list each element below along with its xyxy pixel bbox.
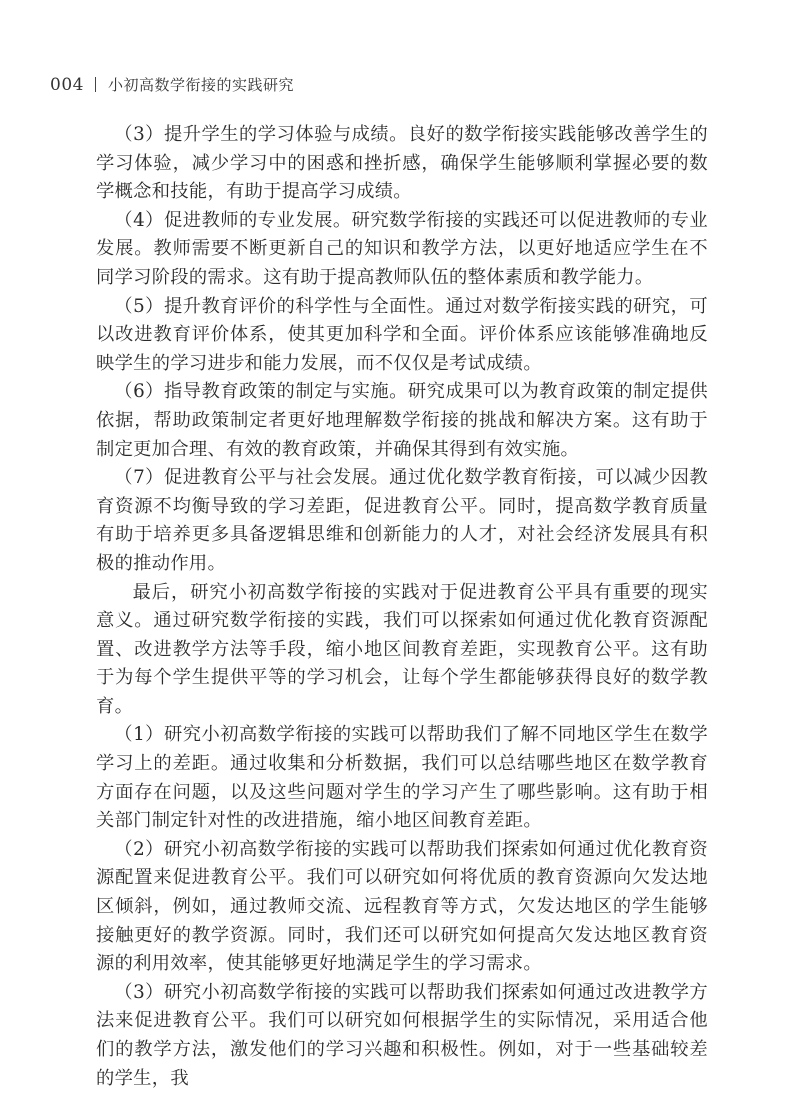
paragraph: （5）提升教育评价的科学性与全面性。通过对数学衔接实践的研究，可以改进教育评价体系，使其更加科学和全面。评价体系应该能够准确地反映学生的学习进步和能力发展，而不仅仅是考试成绩。 xyxy=(96,295,708,374)
paragraph: （6）指导教育政策的制定与实施。研究成果可以为教育政策的制定提供依据，帮助政策制定者更好地理解数学衔接的挑战和解决方案。这有助于制定更加合理、有效的教育政策，并确保其得到有效实施。 xyxy=(96,381,708,460)
paragraph: 最后，研究小初高数学衔接的实践对于促进教育公平具有重要的现实意义。通过研究数学衔接的实践，我们可以探索如何通过优化教育资源配置、改进教学方法等手段，缩小地区间教育差距，实现教育公平。这有助于为每个学生提供平等的学习机会，让每个学生都能够获得良好的数学教育。 xyxy=(96,581,708,717)
paragraph: （4）促进教师的专业发展。研究数学衔接的实践还可以促进教师的专业发展。教师需要不断更新自己的知识和教学方法，以更好地适应学生在不同学习阶段的需求。这有助于提高教师队伍的整体素质和教学能力。 xyxy=(96,209,708,288)
paragraph: （7）促进教育公平与社会发展。通过优化数学教育衔接，可以减少因教育资源不均衡导致的学习差距，促进教育公平。同时，提高数学教育质量有助于培养更多具备逻辑思维和创新能力的人才，对社会经济发展具有积极的推动作用。 xyxy=(96,467,708,574)
page-number: 004 xyxy=(50,74,84,95)
paragraph: （2）研究小初高数学衔接的实践可以帮助我们探索如何通过优化教育资源配置来促进教育公平。我们可以研究如何将优质的教育资源向欠发达地区倾斜，例如，通过教师交流、远程教育等方式，欠发达地区的学生能够接触更好的教学资源。同时，我们还可以研究如何提高欠发达地区教育资源的利用效率，使其能够更好地满足学生的学习需求。 xyxy=(96,838,708,975)
paragraph: （3）提升学生的学习体验与成绩。良好的数学衔接实践能够改善学生的学习体验，减少学习中的困惑和挫折感，确保学生能够顺利掌握必要的数学概念和技能，有助于提高学习成绩。 xyxy=(96,124,708,203)
book-title: 小初高数学衔接的实践研究 xyxy=(107,76,294,94)
page-header xyxy=(50,74,294,95)
paragraph: （1）研究小初高数学衔接的实践可以帮助我们了解不同地区学生在数学学习上的差距。通过收集和分析数据，我们可以总结哪些地区在数学教育方面存在问题，以及这些问题对学生的学习产生了哪些影响。这有助于相关部门制定针对性的改进措施，缩小地区间教育差距。 xyxy=(96,724,708,832)
paragraph: （3）研究小初高数学衔接的实践可以帮助我们探索如何通过改进教学方法来促进教育公平。我们可以研究如何根据学生的实际情况，采用适合他们的教学方法，激发他们的学习兴趣和积极性。例如，对于一些基础较差的学生，我 xyxy=(96,981,708,1089)
header-divider xyxy=(95,77,96,92)
body-text xyxy=(96,121,708,1093)
